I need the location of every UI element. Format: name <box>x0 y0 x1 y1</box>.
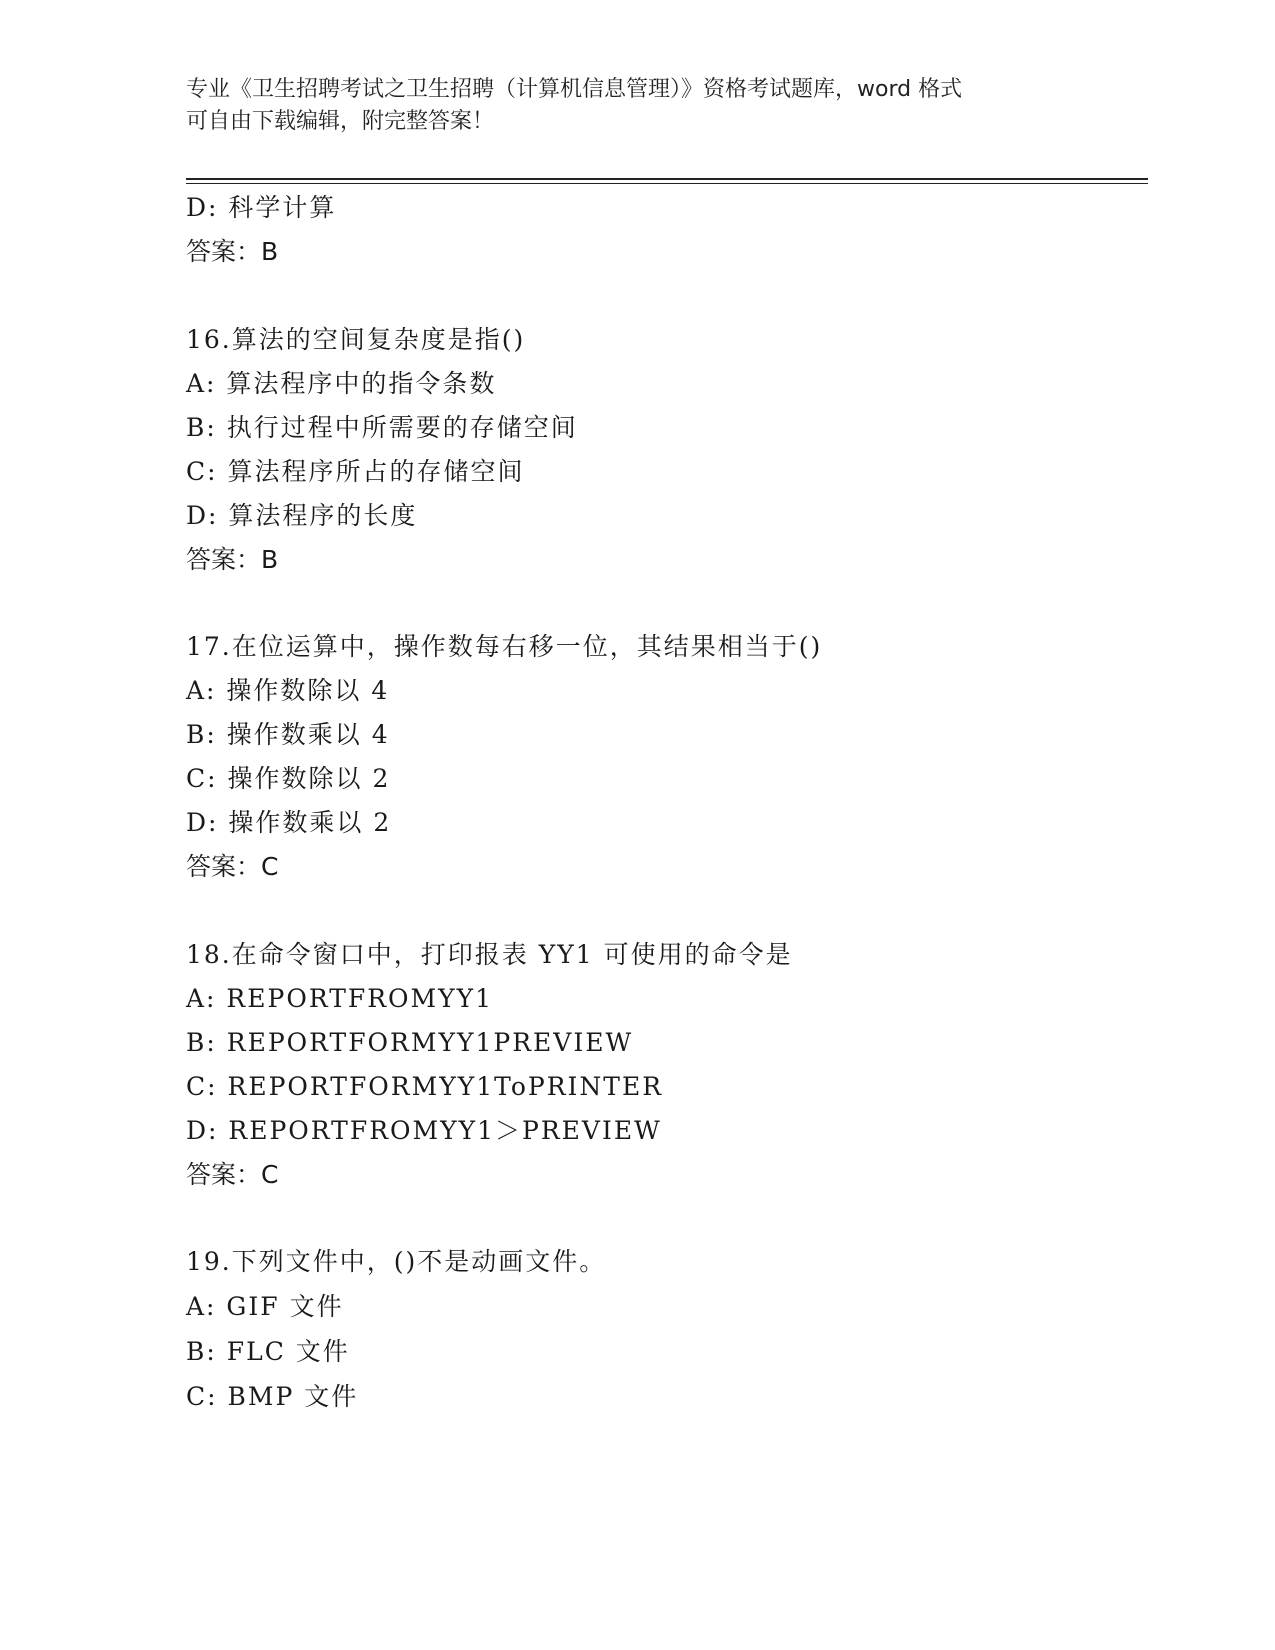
q17-answer: 答案：C <box>186 852 279 881</box>
q19-question: 19.下列文件中，()不是动画文件。 <box>186 1247 607 1276</box>
q17-option-a: A: 操作数除以 4 <box>186 676 390 705</box>
q19-option-c: C: BMP 文件 <box>186 1382 359 1411</box>
q16-option-b: B: 执行过程中所需要的存储空间 <box>186 413 578 442</box>
q16-question: 16.算法的空间复杂度是指() <box>186 325 526 354</box>
q15-answer: 答案：B <box>186 237 279 266</box>
q16-option-a: A: 算法程序中的指令条数 <box>186 369 497 398</box>
header-divider-thin <box>186 183 1148 184</box>
document-header <box>186 74 1086 138</box>
q18-question: 18.在命令窗口中，打印报表 YY1 可使用的命令是 <box>186 940 793 969</box>
q16-option-d: D: 算法程序的长度 <box>186 501 418 530</box>
q17-question: 17.在位运算中，操作数每右移一位，其结果相当于() <box>186 632 823 661</box>
q18-option-b: B: REPORTFORMYY1PREVIEW <box>186 1028 634 1057</box>
q17-option-d: D: 操作数乘以 2 <box>186 808 392 837</box>
q15-option-d: D: 科学计算 <box>186 193 337 222</box>
q18-option-c: C: REPORTFORMYY1ToPRINTER <box>186 1072 664 1101</box>
header-line-2: 可自由下载编辑，附完整答案！ <box>186 109 495 134</box>
q16-answer: 答案：B <box>186 545 279 574</box>
q19-option-a: A: GIF 文件 <box>186 1292 344 1321</box>
q19-option-b: B: FLC 文件 <box>186 1337 350 1366</box>
q18-option-a: A: REPORTFROMYY1 <box>186 984 494 1013</box>
q17-option-b: B: 操作数乘以 4 <box>186 720 390 749</box>
header-line-1: 专业《卫生招聘考试之卫生招聘（计算机信息管理）》资格考试题库，word 格式 <box>186 77 963 102</box>
q18-option-d: D: REPORTFROMYY1＞PREVIEW <box>186 1116 662 1145</box>
header-divider-thick <box>186 178 1148 180</box>
q18-answer: 答案：C <box>186 1160 279 1189</box>
q17-option-c: C: 操作数除以 2 <box>186 764 391 793</box>
q16-option-c: C: 算法程序所占的存储空间 <box>186 457 525 486</box>
